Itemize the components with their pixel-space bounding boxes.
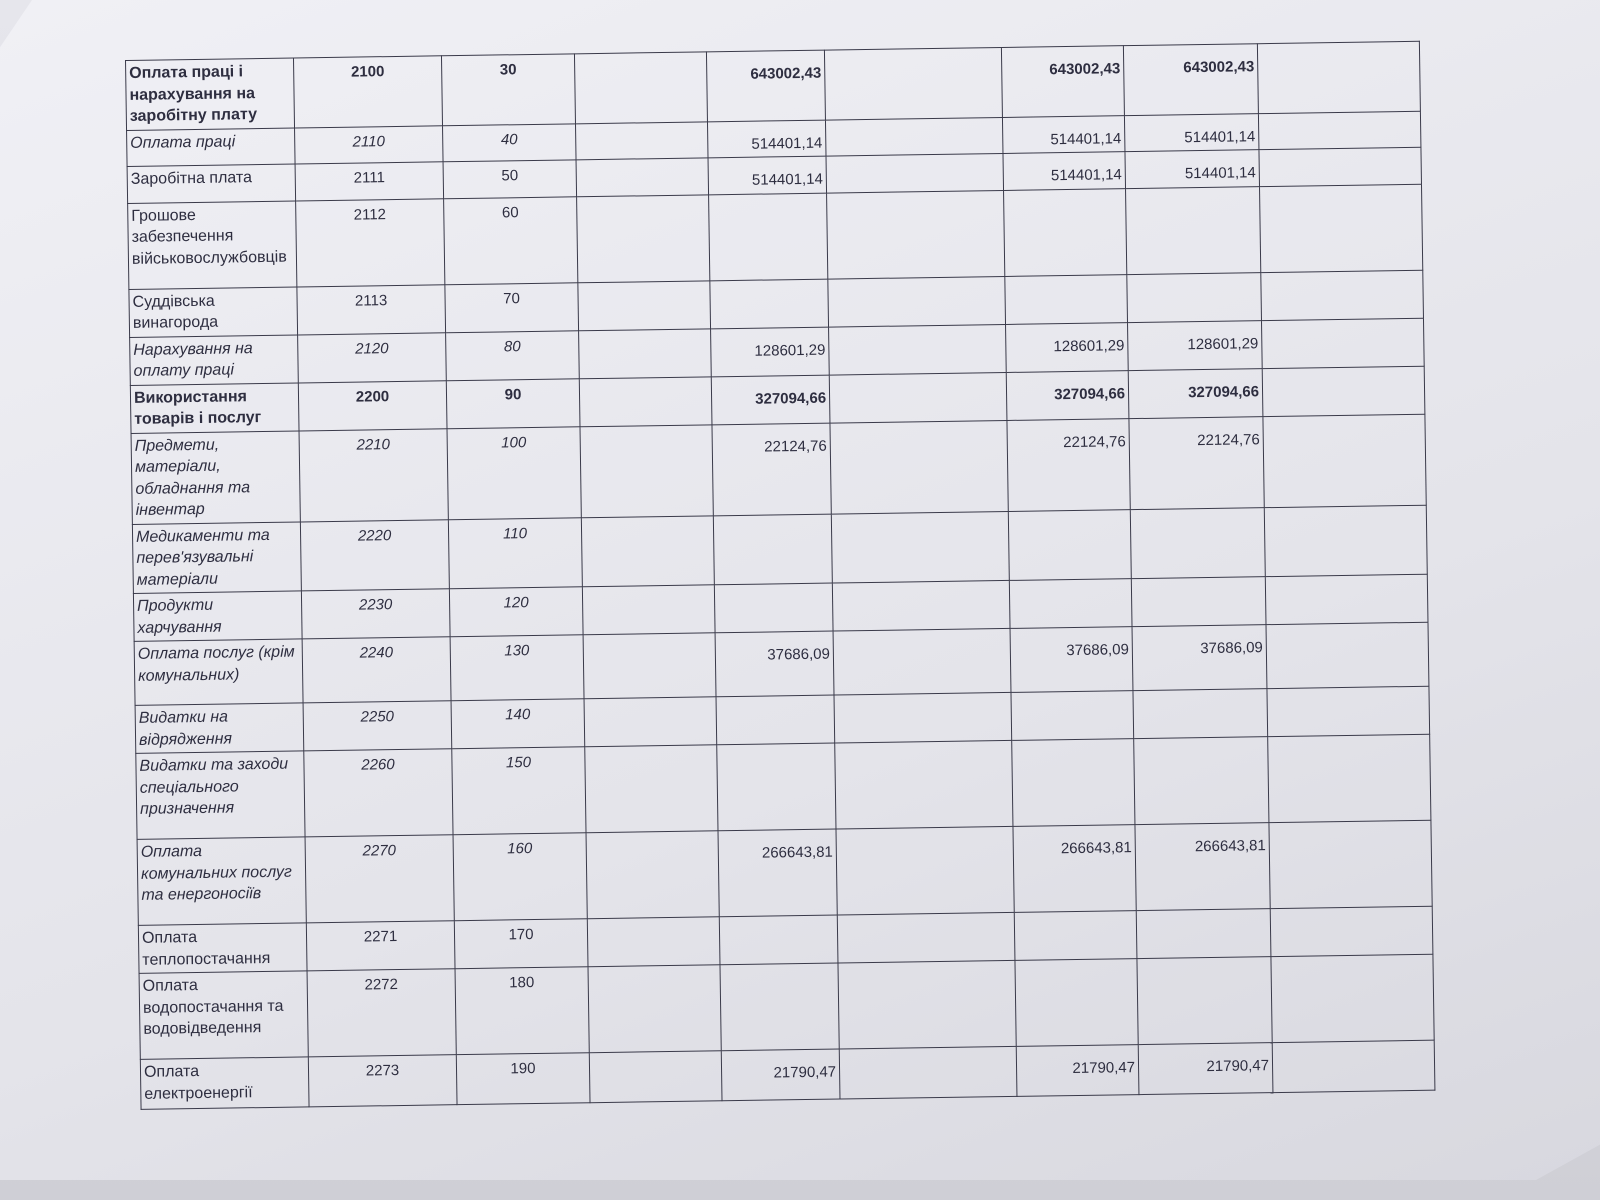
value-cell-col5	[838, 960, 1016, 1049]
value-cell-col8	[1261, 270, 1424, 320]
value-cell-col3	[574, 52, 707, 123]
value-cell-col8	[1257, 41, 1420, 113]
expense-name-cell: Оплата водопостачання та водовідведення	[139, 971, 308, 1059]
kekv-code-cell: 2100	[293, 56, 442, 128]
expense-name-cell: Оплата теплопостачання	[138, 923, 307, 973]
kekv-code-cell: 2260	[304, 749, 453, 837]
kekv-code-cell: 2273	[308, 1055, 457, 1107]
value-cell-col5	[834, 692, 1012, 743]
value-cell-col5	[830, 420, 1008, 514]
value-cell-col3	[576, 158, 709, 196]
value-cell-col3	[580, 424, 713, 517]
value-cell-col7: 37686,09	[1132, 625, 1267, 691]
expense-name-cell: Оплата праці	[127, 127, 296, 166]
value-cell-col5	[828, 276, 1006, 327]
document-sheet	[125, 41, 1435, 1110]
value-cell-col7	[1131, 577, 1266, 627]
value-cell-col4: 21790,47	[721, 1049, 840, 1101]
value-cell-col6: 327094,66	[1006, 370, 1129, 420]
value-cell-col4: 128601,29	[711, 327, 830, 377]
value-cell-col7	[1134, 737, 1269, 825]
value-cell-col5	[835, 740, 1013, 829]
value-cell-col5	[837, 912, 1015, 963]
value-cell-col4: 514401,14	[708, 156, 827, 194]
value-cell-col6	[1012, 739, 1135, 827]
expense-name-cell: Видатки та заходи спеціального призначення	[136, 751, 305, 839]
value-cell-col3	[575, 121, 708, 159]
value-cell-col6: 643002,43	[1001, 46, 1124, 117]
row-number-cell: 170	[454, 919, 588, 969]
value-cell-col3	[588, 965, 721, 1053]
row-number-cell: 150	[452, 747, 586, 835]
value-cell-col8	[1259, 147, 1422, 186]
value-cell-col8	[1271, 954, 1434, 1042]
expense-name-cell: Оплата електроенергії	[140, 1057, 309, 1109]
value-cell-col6: 22124,76	[1007, 418, 1130, 511]
value-cell-col3	[589, 1051, 722, 1103]
value-cell-col7: 514401,14	[1125, 150, 1260, 188]
expenditure-table	[125, 41, 1435, 1110]
value-cell-col8	[1267, 686, 1430, 736]
value-cell-col8	[1264, 505, 1427, 577]
expense-name-cell: Заробітна плата	[127, 164, 296, 203]
expense-name-cell: Грошове забезпечення військовослужбовців	[128, 200, 297, 288]
kekv-code-cell: 2112	[296, 198, 445, 286]
value-cell-col3	[577, 194, 710, 282]
value-cell-col4	[717, 743, 836, 831]
expense-name-cell: Оплата комунальних послуг та енергоносіїв	[137, 837, 306, 925]
value-cell-col3	[586, 831, 719, 919]
value-cell-col8	[1262, 366, 1425, 416]
kekv-code-cell: 2250	[303, 701, 452, 751]
kekv-code-cell: 2210	[299, 428, 448, 521]
row-number-cell: 90	[446, 378, 580, 428]
value-cell-col8	[1259, 184, 1422, 272]
value-cell-col7: 22124,76	[1129, 416, 1264, 509]
value-cell-col4: 22124,76	[712, 423, 831, 516]
row-number-cell: 110	[448, 517, 582, 588]
value-cell-col6	[1005, 274, 1128, 324]
kekv-code-cell: 2230	[301, 589, 450, 639]
kekv-code-cell: 2113	[297, 284, 446, 334]
value-cell-col3	[587, 917, 720, 967]
expense-name-cell: Видатки на відрядження	[135, 703, 304, 753]
value-cell-col6: 21790,47	[1016, 1045, 1139, 1097]
value-cell-col4	[716, 695, 835, 745]
value-cell-col6: 266643,81	[1013, 825, 1136, 913]
kekv-code-cell: 2111	[295, 162, 444, 201]
expense-name-cell: Медикаменти та перев'язувальні матеріали	[132, 521, 301, 593]
value-cell-col3	[584, 697, 717, 747]
kekv-code-cell: 2220	[300, 519, 449, 591]
value-cell-col5	[826, 153, 1004, 192]
value-cell-col5	[825, 117, 1003, 156]
value-cell-col8	[1258, 111, 1421, 150]
value-cell-col6	[1004, 188, 1127, 276]
row-number-cell: 100	[447, 426, 581, 519]
value-cell-col4	[713, 514, 832, 585]
table-body	[126, 41, 1435, 1109]
row-number-cell: 140	[451, 699, 585, 749]
value-cell-col4	[710, 279, 829, 329]
value-cell-col4	[714, 583, 833, 633]
value-cell-col6	[1015, 959, 1138, 1047]
value-cell-col7: 21790,47	[1138, 1043, 1273, 1095]
value-cell-col5	[836, 826, 1014, 915]
value-cell-col6: 37686,09	[1010, 627, 1133, 693]
row-number-cell: 120	[449, 587, 583, 637]
row-number-cell: 180	[455, 967, 589, 1055]
value-cell-col8	[1263, 414, 1426, 507]
value-cell-col7: 327094,66	[1128, 368, 1263, 418]
value-cell-col5	[831, 511, 1009, 583]
value-cell-col7	[1127, 272, 1262, 322]
expense-name-cell: Використання товарів і послуг	[130, 382, 299, 432]
value-cell-col3	[583, 633, 716, 699]
value-cell-col8	[1269, 820, 1432, 908]
row-number-cell: 130	[450, 635, 584, 701]
value-cell-col8	[1268, 734, 1431, 822]
value-cell-col7: 514401,14	[1124, 113, 1259, 151]
row-number-cell: 190	[456, 1053, 590, 1105]
expense-name-cell: Предмети, матеріали, обладнання та інвентар	[131, 430, 300, 523]
value-cell-col5	[829, 372, 1007, 423]
value-cell-col8	[1270, 906, 1433, 956]
value-cell-col5	[827, 190, 1005, 279]
expense-name-cell: Продукти харчування	[133, 591, 302, 641]
value-cell-col8	[1261, 318, 1424, 368]
row-number-cell: 80	[446, 330, 580, 380]
kekv-code-cell: 2240	[302, 637, 451, 703]
value-cell-col3	[585, 745, 718, 833]
value-cell-col6: 514401,14	[1002, 115, 1125, 153]
value-cell-col3	[581, 515, 714, 586]
value-cell-col6: 514401,14	[1003, 152, 1126, 190]
expense-name-cell: Нарахування на оплату праці	[130, 334, 299, 384]
value-cell-col7	[1133, 689, 1268, 739]
value-cell-col3	[582, 585, 715, 635]
value-cell-col4	[709, 193, 828, 281]
value-cell-col6: 128601,29	[1006, 322, 1129, 372]
value-cell-col7	[1137, 957, 1272, 1045]
value-cell-col4	[720, 963, 839, 1051]
value-cell-col5	[832, 580, 1010, 631]
expense-name-cell: Оплата послуг (крім комунальних)	[134, 639, 303, 705]
value-cell-col5	[824, 47, 1002, 119]
kekv-code-cell: 2272	[307, 969, 456, 1057]
value-cell-col5	[839, 1046, 1017, 1099]
expense-name-cell: Оплата праці і нарахування на заробітну плату	[126, 58, 295, 130]
value-cell-col7	[1130, 507, 1265, 578]
row-number-cell: 70	[445, 282, 579, 332]
kekv-code-cell: 2270	[305, 835, 454, 923]
value-cell-col5	[833, 628, 1011, 695]
value-cell-col6	[1011, 691, 1134, 741]
value-cell-col7: 266643,81	[1135, 823, 1270, 911]
value-cell-col4: 327094,66	[711, 375, 830, 425]
value-cell-col4	[719, 915, 838, 965]
value-cell-col8	[1272, 1040, 1435, 1092]
row-number-cell: 30	[441, 54, 575, 125]
value-cell-col6	[1008, 509, 1131, 580]
value-cell-col8	[1265, 574, 1428, 624]
value-cell-col4: 37686,09	[715, 631, 834, 697]
row-number-cell: 50	[443, 160, 577, 198]
kekv-code-cell: 2110	[295, 125, 444, 164]
value-cell-col7	[1136, 909, 1271, 959]
value-cell-col8	[1266, 622, 1429, 688]
value-cell-col7	[1126, 186, 1261, 274]
value-cell-col7: 128601,29	[1127, 320, 1262, 370]
value-cell-col3	[579, 328, 712, 378]
value-cell-col3	[579, 376, 712, 426]
value-cell-col5	[829, 324, 1007, 375]
value-cell-col4: 643002,43	[706, 50, 825, 121]
kekv-code-cell: 2271	[306, 921, 455, 971]
row-number-cell: 60	[444, 196, 578, 284]
row-number-cell: 40	[443, 123, 577, 161]
row-number-cell: 160	[453, 833, 587, 921]
expense-name-cell: Суддівська винагорода	[129, 286, 298, 336]
value-cell-col4: 514401,14	[707, 120, 826, 158]
value-cell-col7: 643002,43	[1123, 44, 1258, 115]
value-cell-col6	[1009, 579, 1132, 629]
kekv-code-cell: 2200	[298, 380, 447, 430]
value-cell-col6	[1014, 911, 1137, 961]
kekv-code-cell: 2120	[298, 332, 447, 382]
value-cell-col3	[578, 280, 711, 330]
value-cell-col4: 266643,81	[718, 829, 837, 917]
